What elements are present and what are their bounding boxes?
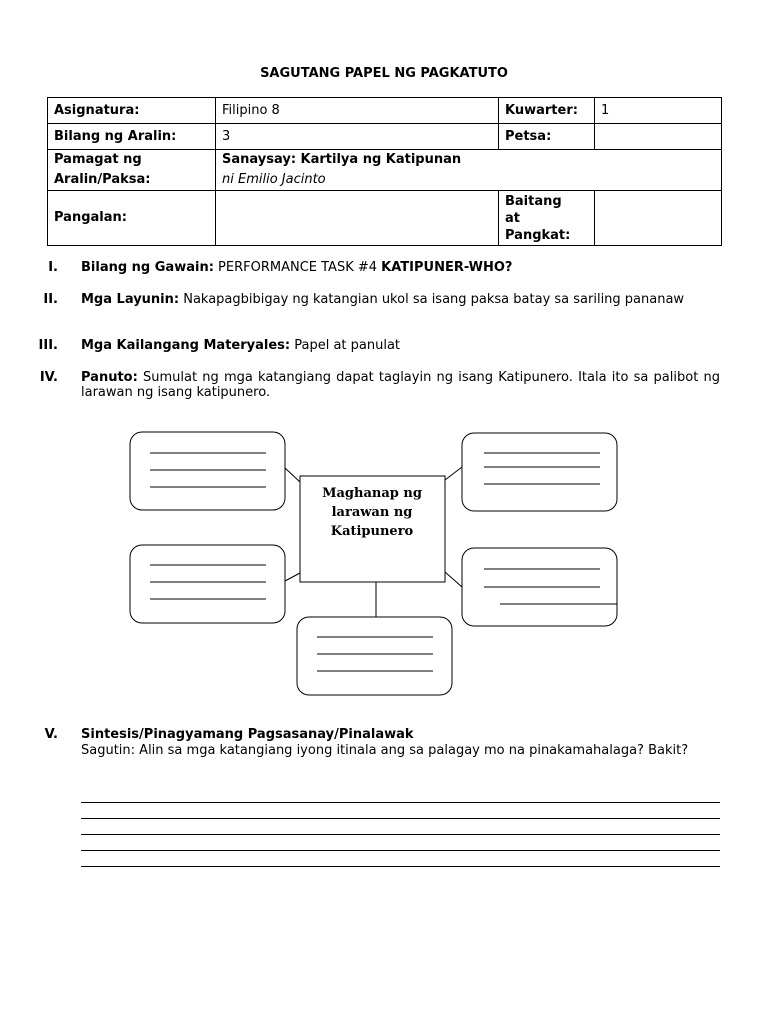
section-1-number: I. <box>48 260 58 275</box>
section-2-number: II. <box>43 292 58 307</box>
kuwarter-value[interactable]: 1 <box>595 98 722 124</box>
answer-line[interactable] <box>81 850 720 851</box>
pamagat-label-line1: Pamagat ng <box>54 152 142 167</box>
connector-mid-left <box>285 573 300 581</box>
center-text-line3: Katipunero <box>330 524 414 539</box>
pamagat-label-line2: Aralin/Paksa: <box>54 172 151 187</box>
bilang-value[interactable]: 3 <box>216 124 499 150</box>
section-5-label: Sintesis/Pinagyamang Pagsasanay/Pinalawak <box>81 727 414 742</box>
connector-top-right <box>445 467 462 480</box>
baitang-label-line2: at <box>505 210 520 226</box>
center-text-line1: Maghanap ng <box>322 486 422 501</box>
bilang-label: Bilang ng Aralin: <box>48 124 216 150</box>
section-1-strong: KATIPUNER-WHO? <box>381 260 513 275</box>
section-2-label: Mga Layunin: <box>81 292 180 307</box>
pamagat-value: Sanaysay: Kartilya ng Katipunan <box>222 152 462 167</box>
trait-box-top-right[interactable] <box>462 433 617 511</box>
answer-line[interactable] <box>81 818 720 819</box>
asignatura-value[interactable]: Filipino 8 <box>216 98 499 124</box>
asignatura-label: Asignatura: <box>48 98 216 124</box>
connector-mid-right <box>445 572 462 587</box>
section-3-number: III. <box>38 338 58 353</box>
trait-box-bottom[interactable] <box>297 617 452 695</box>
section-1-label: Bilang ng Gawain: <box>81 260 214 275</box>
kuwarter-label: Kuwarter: <box>499 98 595 124</box>
answer-lines[interactable] <box>81 802 720 882</box>
pamagat-author: ni Emilio Jacinto <box>222 172 326 187</box>
page-title: SAGUTANG PAPEL NG PAGKATUTO <box>260 66 508 81</box>
petsa-label: Petsa: <box>499 124 595 150</box>
section-4-text: Sumulat ng mga katangiang dapat taglayin ng isang Katipunero. Itala ito sa palibot ng larawan ng isang katipunero. <box>81 370 720 400</box>
section-5-text: Sagutin: Alin sa mga katangiang iyong itinala ang sa palagay mo na pinakamahalaga? Bakit? <box>81 743 689 758</box>
answer-line[interactable] <box>81 802 720 803</box>
section-1-text: PERFORMANCE TASK #4 <box>213 260 382 275</box>
connector-top-left <box>285 468 300 482</box>
section-3-text: Papel at panulat <box>290 338 401 353</box>
answer-line[interactable] <box>81 834 720 835</box>
answer-line[interactable] <box>81 866 720 867</box>
pangalan-label: Pangalan: <box>48 191 216 246</box>
section-2-text: Nakapagbibigay ng katangian ukol sa isang paksa batay sa sariling pananaw <box>179 292 685 307</box>
baitang-label-line3: Pangkat: <box>505 227 571 243</box>
section-4-label: Panuto: <box>81 370 138 385</box>
section-5-number: V. <box>44 727 58 742</box>
trait-box-mid-left[interactable] <box>130 545 285 623</box>
center-text-line2: larawan ng <box>331 505 413 520</box>
baitang-label-line1: Baitang <box>505 193 562 209</box>
section-4-number: IV. <box>39 370 58 385</box>
section-3-label: Mga Kailangang Materyales: <box>81 338 291 353</box>
trait-box-top-left[interactable] <box>130 432 285 510</box>
